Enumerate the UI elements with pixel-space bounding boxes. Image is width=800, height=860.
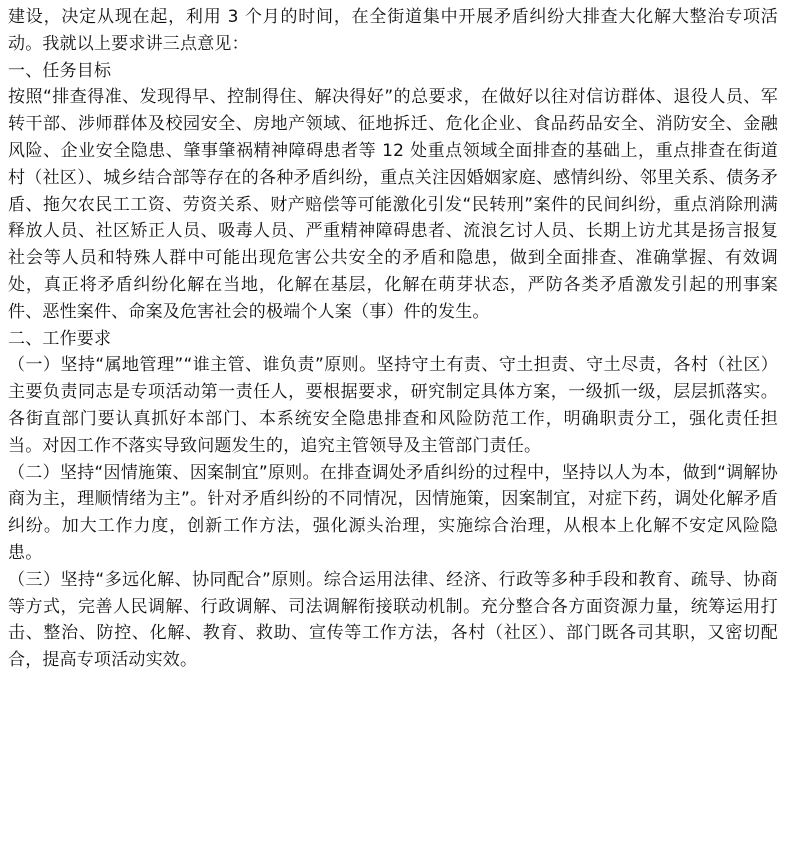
section-heading-work-requirements: 二、工作要求: [8, 328, 112, 349]
intro-paragraph: 建设，决定从现在起，利用 3 个月的时间，在全街道集中开展矛盾纠纷大排查大化解大整治专项活动。我就以上要求讲三点意见：: [8, 7, 778, 54]
task-goals-paragraph: 按照“排查得准、发现得早、控制得住、解决得好”的总要求，在做好以往对信访群体、退役人员、军转干部、涉师群体及校园安全、房地产领域、征地拆迁、危化企业、食品药品安全、消防安全、金融风险、企业安全隐患、肇事肇祸精神障碍患者等 12 处重点领域全面排查的基础上，重点排查在街道村（社区）、城乡结合部等存在的各种矛盾纠纷，重点关注因婚姻家庭、感情纠纷、邻里关系、债务矛盾、拖欠农民工工资、劳资关系、财产赔偿等可能激化引发“民转刑”案件的民间纠纷，重点消除刑满释放人员、社区矫正人员、吸毒人员、严重精神障碍患者、流浪乞讨人员、长期上访尤其是扬言报复社会等人员和特殊人群中可能出现危害公共安全的矛盾和隐患，做到全面排查、准确掌握、有效调处，真正将矛盾纠纷化解在当地，化解在基层，化解在萌芽状态，严防各类矛盾激发引起的刑事案件、恶性案件、命案及危害社会的极端个人案（事）件的发生。: [8, 87, 778, 322]
requirement-paragraph-1: （一）坚持“属地管理”“谁主管、谁负责”原则。坚持守土有责、守土担责、守土尽责，各村（社区）主要负责同志是专项活动第一责任人，要根据要求，研究制定具体方案，一级抓一级，层层抓落实。各街直部门要认真抓好本部门、本系统安全隐患排查和风险防范工作，明确职责分工，强化责任担当。对因工作不落实导致问题发生的，追究主管领导及主管部门责任。: [8, 355, 778, 456]
requirement-paragraph-2: （二）坚持“因情施策、因案制宜”原则。在排查调处矛盾纠纷的过程中，坚持以人为本，做到“调解协商为主，理顺情绪为主”。针对矛盾纠纷的不同情况，因情施策，因案制宜，对症下药，调处化解矛盾纠纷。加大工作力度，创新工作方法，强化源头治理，实施综合治理，从根本上化解不安定风险隐患。: [8, 462, 778, 563]
requirement-paragraph-3: （三）坚持“多远化解、协同配合”原则。综合运用法律、经济、行政等多种手段和教育、疏导、协商等方式，完善人民调解、行政调解、司法调解衔接联动机制。充分整合各方面资源力量，统筹运用打击、整治、防控、化解、教育、救助、宣传等工作方法，各村（社区）、部门既各司其职，又密切配合，提高专项活动实效。: [8, 569, 778, 671]
section-heading-task-goals: 一、任务目标: [8, 60, 112, 81]
